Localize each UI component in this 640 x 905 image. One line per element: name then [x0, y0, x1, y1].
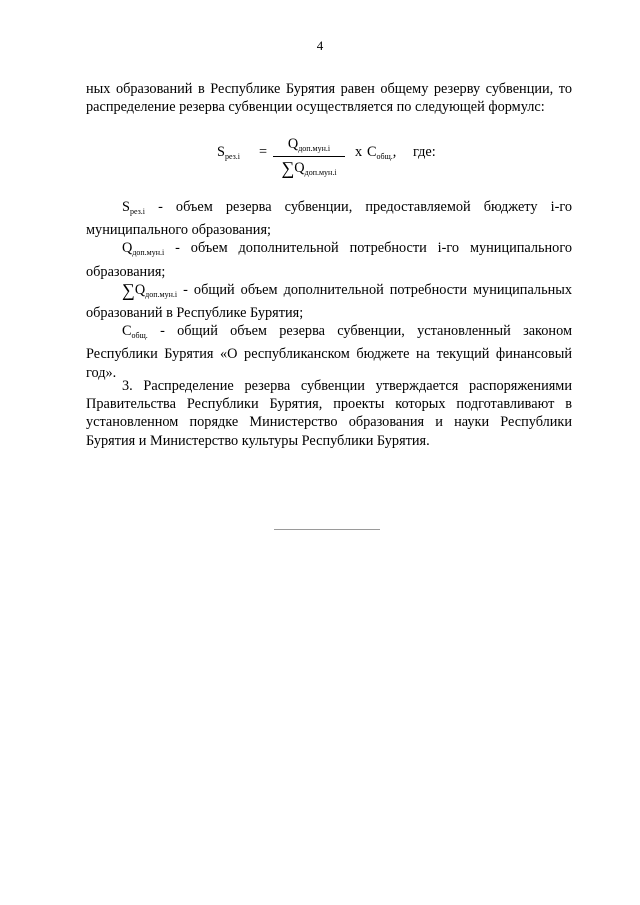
definition-s: $S_{рез.i}$ - объем резерва субвенции, предоставляемой бюджету i-го муниципального образования; — [86, 199, 572, 239]
formula-where: где: — [413, 144, 436, 160]
intro-paragraph: ных образований в Республике Бурятия равен общему резерву субвенции, то распределение резерва субвенции осуществляется по следующей формулс: — [86, 81, 572, 116]
page-number: 4 — [316, 38, 324, 53]
fraction-numerator: $Q_{доп.мун.i}$ — [287, 136, 331, 153]
formula-lhs: $S_{рез.i}$ — [217, 144, 240, 161]
end-rule — [274, 529, 380, 530]
paragraph-3: 3. Распределение резерва субвенции утверждается распоряжениями Правительства Республики Бурятия, проекты которых подготавливают в установленном порядке Министерство образования и науки Республики Бурятия и Министерство культуры Республики Бурятия. — [86, 378, 572, 449]
definition-q: $Q_{доп.мун.i}$ - объем дополнительной потребности i-го муниципального образования; — [86, 240, 572, 280]
definition-c: $C_{общ.}$ - общий объем резерва субвенции, установленный законом Республики Бурятия «О республиканском бюджете на текущий финансовый год». — [86, 323, 572, 381]
definitions-list — [86, 198, 572, 382]
fraction-bar — [273, 156, 345, 157]
formula-times: x — [355, 144, 363, 160]
definition-sum-q: $\sum Q_{доп.мун.i}$ - общий объем дополнительной потребности муниципальных образований в Республике Бурятия; — [86, 279, 572, 322]
formula-c: $C_{общ.}$, — [367, 144, 397, 161]
formula-fraction — [273, 136, 345, 180]
fraction-denominator: $\sum Q_{доп.мун.i}$ — [281, 158, 337, 178]
formula-equals: = — [259, 144, 268, 160]
